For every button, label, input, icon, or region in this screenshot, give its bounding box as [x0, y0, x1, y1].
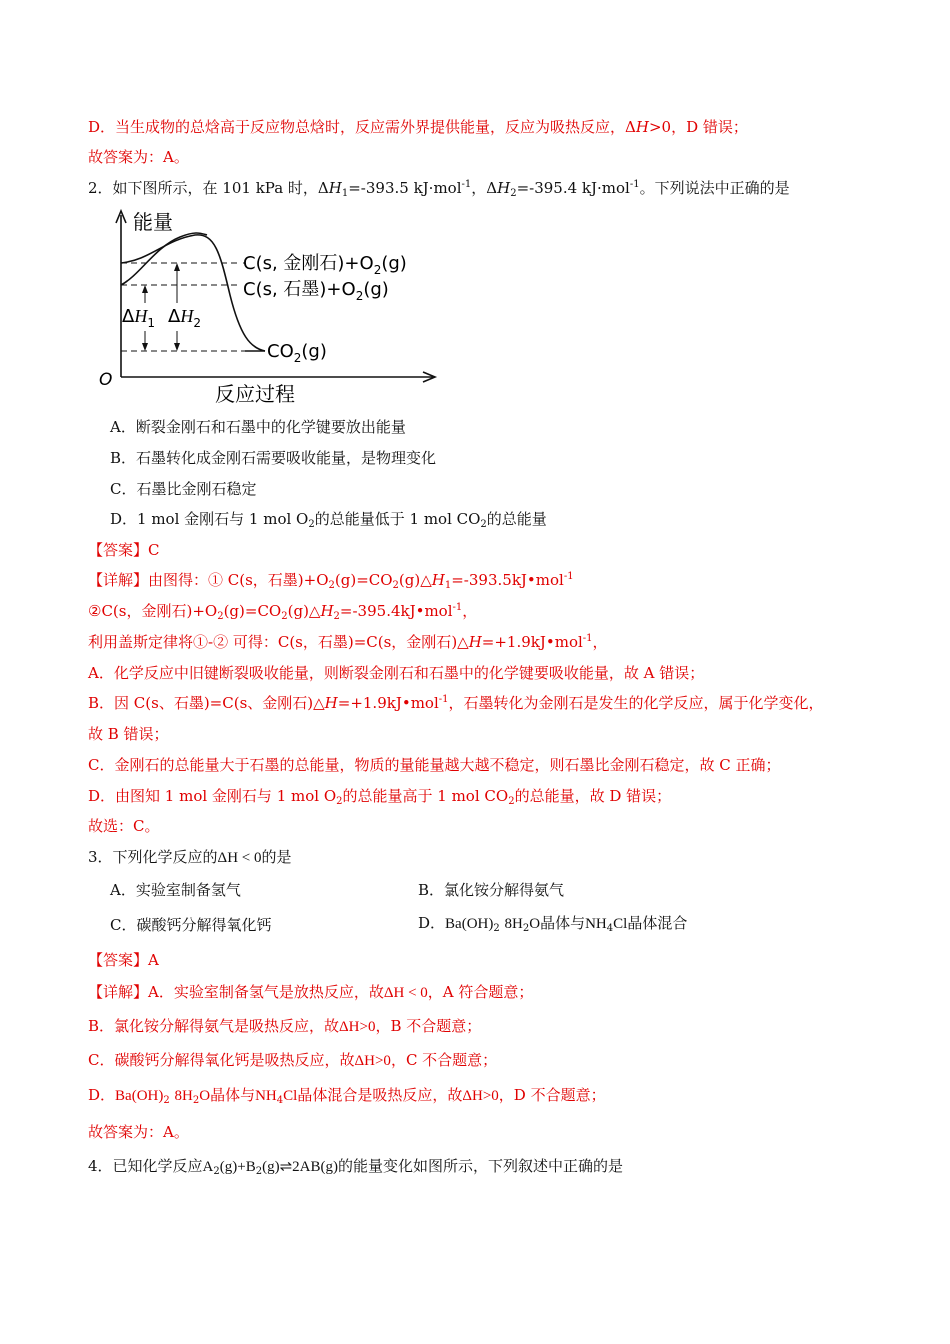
q2-detail-d: D．由图知 1 mol 金刚石与 1 mol $O_2$的总能量高于 1 mol $CO_2$的总能量，故 D 错误；	[88, 787, 672, 807]
q2-detail-conclusion: 故选：C。	[88, 817, 160, 835]
x-axis-label: 反应过程	[215, 382, 295, 406]
prev-option-d: D．当生成物的总焓高于反应物总焓时，反应需外界提供能量，反应为吸热反应，ΔH>0，D 错误；	[88, 118, 748, 136]
q3-option-b: B．氯化铵分解得氨气	[418, 881, 565, 899]
diamond-level-label: C(s, 金刚石)$+O_2(g)$	[243, 253, 407, 277]
q2-detail-b: B．因 C(s、石墨)=C(s、金刚石)△H=+1.9kJ•mol$^{-1}$，石墨转化为金刚石是发生的化学反应，属于化学变化，	[88, 694, 824, 712]
q2-detail-line-3: 利用盖斯定律将①-② 可得：C(s，石墨)=C(s，金刚石)△H=+1.9kJ•mol$^{-1}$，	[88, 633, 608, 651]
q2-detail-line-1: 【详解】由图得：① C(s，石墨)$+O_2(g)=CO_2(g)\triangle H_1=-393.5kJ•mol^{-1}$	[88, 571, 574, 591]
graphite-level-label: C(s, 石墨)$+O_2(g)$	[243, 279, 389, 303]
q2-detail-c: C．金刚石的总能量大于石墨的总能量，物质的量能量越大越不稳定，则石墨比金刚石稳定，故 C 正确；	[88, 756, 781, 774]
y-axis-label: 能量	[133, 210, 173, 234]
q2-option-c: C．石墨比金刚石稳定	[110, 480, 257, 498]
dh1-label: $\Delta H_1$	[122, 306, 155, 330]
q3-stem: 3．下列化学反应的ΔH < 0的是	[88, 848, 292, 866]
origin-label: O	[99, 370, 113, 390]
q2-option-d: D．1 mol 金刚石与 1 mol $O_2$的总能量低于 1 mol $CO_2$的总能量	[110, 510, 547, 530]
q2-option-b: B．石墨转化成金刚石需要吸收能量，是物理变化	[110, 449, 437, 467]
q2-answer: 【答案】C	[88, 541, 160, 559]
q3-option-a: A．实验室制备氢气	[110, 881, 241, 899]
dh2-label: $\Delta H_2$	[168, 306, 201, 330]
q3-detail-a: 【详解】A．实验室制备氢气是放热反应，故ΔH < 0，A 符合题意；	[88, 983, 534, 1001]
q3-detail-c: C．碳酸钙分解得氧化钙是吸热反应，故ΔH>0，C 不合题意；	[88, 1051, 498, 1069]
q3-detail-conclusion: 故答案为：A。	[88, 1123, 189, 1141]
q4-stem: 4．已知化学反应$A_2(g)+B_2(g)\rightleftharpoons 2AB(g)$的能量变化如图所示，下列叙述中正确的是	[88, 1157, 624, 1177]
q3-answer: 【答案】A	[88, 951, 159, 969]
q2-detail-b-cont: 故 B 错误；	[88, 725, 169, 743]
q3-option-d: D．$Ba(OH)_2$ $8H_2O$晶体与$NH_4Cl$晶体混合	[418, 914, 688, 934]
q3-option-c: C．碳酸钙分解得氧化钙	[110, 916, 272, 934]
q2-detail-line-2: ②C(s，金刚石)$+O_2(g)=CO_2(g)\triangle H_2=-395.4kJ•mol^{-1}$，	[88, 602, 478, 622]
co2-level-label: $CO_2(g)$	[267, 341, 327, 365]
graphite-curve	[121, 233, 207, 285]
q2-stem: 2．如下图所示，在 101 kPa 时，$\Delta H_1=-393.5$ kJ·mol$^{-1}$，$\Delta H_2=-395.4$ kJ·mol$^{-1}$。下列说法中正确的是	[88, 179, 790, 199]
prev-conclusion: 故答案为：A。	[88, 148, 189, 166]
q3-detail-d: D．$Ba(OH)_2$ $8H_2O$晶体与$NH_4Cl$晶体混合是吸热反应，故ΔH>0，D 不合题意；	[88, 1086, 606, 1106]
q3-detail-b: B．氯化铵分解得氨气是吸热反应，故ΔH>0，B 不合题意；	[88, 1017, 482, 1035]
energy-diagram	[95, 205, 445, 410]
q2-detail-a: A．化学反应中旧键断裂吸收能量，则断裂金刚石和石墨中的化学键要吸收能量，故 A 错误；	[88, 664, 705, 682]
q2-option-a: A．断裂金刚石和石墨中的化学键要放出能量	[110, 418, 406, 436]
